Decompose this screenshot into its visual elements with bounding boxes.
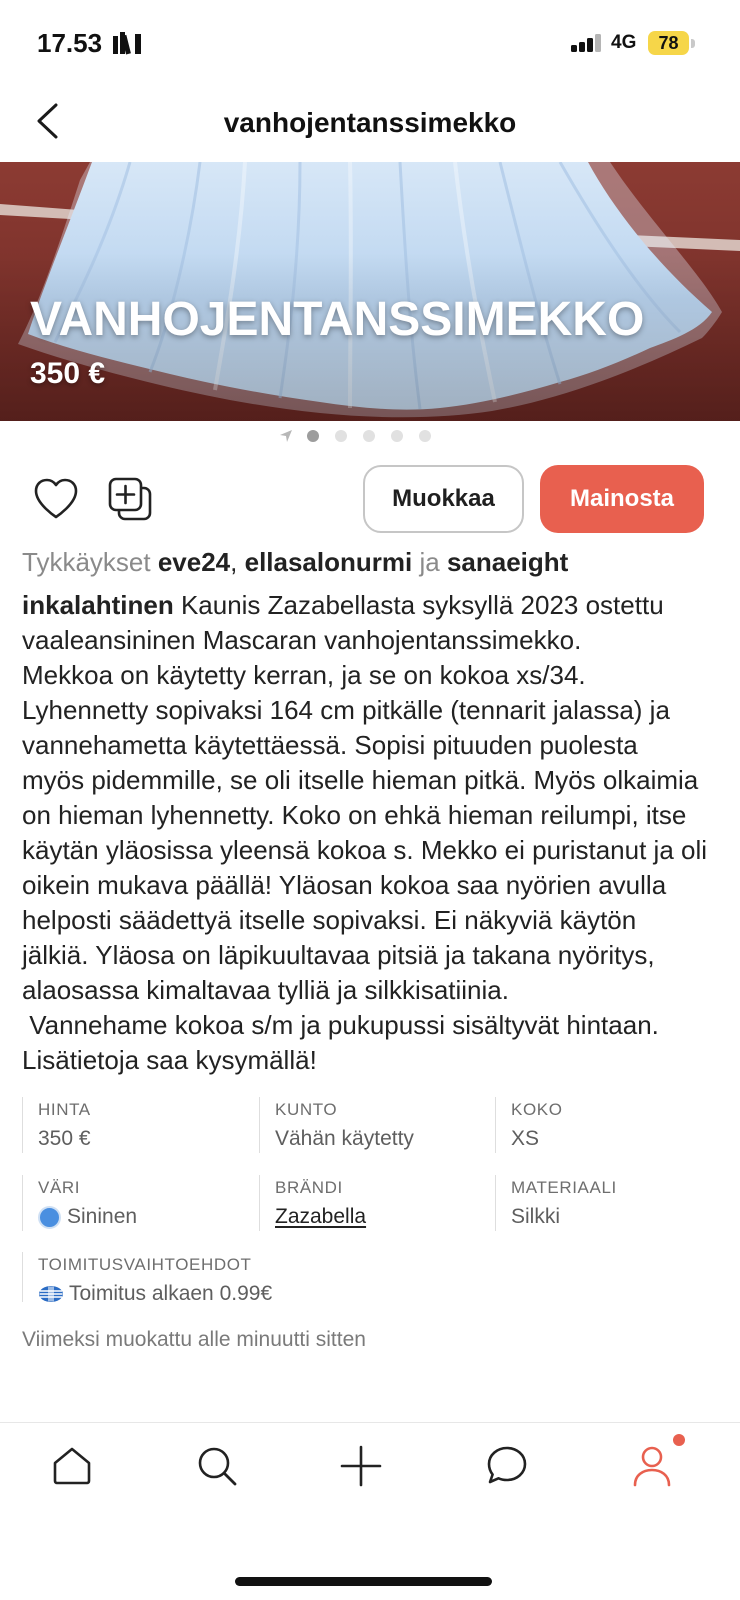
carousel-pagination xyxy=(307,430,431,442)
attribute-material xyxy=(495,1175,718,1231)
last-edited-text: Viimeksi muokattu alle minuutti sitten xyxy=(22,1328,366,1351)
plus-icon[interactable] xyxy=(339,1444,383,1488)
description-line: oikein mukava päällä! Yläosan kokoa saa nyörien avulla xyxy=(22,870,667,900)
attribute-label: KUNTO xyxy=(275,1100,338,1119)
description-line: helposti säädettyä itselle sopivaksi. Ei näkyviä käytön xyxy=(22,905,637,935)
description-line: on hieman lyhennetty. Koko on ehkä hieman reilumpi, itse xyxy=(22,800,687,830)
color-swatch xyxy=(38,1206,61,1229)
description-line: jälkiä. Yläosa on läpikuultavaa pitsiä ja takana nyöritys, xyxy=(22,940,655,970)
attribute-value: Vähän käytetty xyxy=(275,1127,414,1150)
heart-icon[interactable] xyxy=(32,477,80,521)
attribute-condition xyxy=(259,1097,495,1153)
seller-username[interactable]: inkalahtinen xyxy=(22,590,174,620)
page-dot[interactable] xyxy=(391,430,403,442)
page-dot[interactable] xyxy=(307,430,319,442)
attribute-color xyxy=(22,1175,259,1231)
likes-separator: , xyxy=(230,547,238,577)
attribute-value xyxy=(38,1281,422,1307)
chat-icon[interactable] xyxy=(485,1444,529,1488)
description-line: vannehametta käytettäessä. Sopisi pituuden puolesta xyxy=(22,730,638,760)
attribute-price xyxy=(22,1097,259,1153)
description-line: myös pidemmille, se oli itselle hieman pitkä. Myös olkaimia xyxy=(22,765,699,795)
attribute-value xyxy=(38,1204,259,1230)
add-to-collection-icon[interactable] xyxy=(106,475,154,523)
profile-icon[interactable] xyxy=(630,1444,674,1488)
description-line: Vannehame kokoa s/m ja pukupussi sisältyvät hintaan. xyxy=(22,1010,659,1040)
home-icon[interactable] xyxy=(50,1444,94,1488)
battery-nub xyxy=(691,39,695,48)
liker-username[interactable]: sanaeight xyxy=(446,547,569,577)
battery-indicator: 78 xyxy=(648,31,689,55)
description-line xyxy=(22,588,707,623)
dress-photo xyxy=(0,162,740,421)
status-time: 17.53 xyxy=(37,28,103,58)
profile-notification-dot xyxy=(673,1434,685,1446)
search-icon[interactable] xyxy=(195,1444,239,1488)
attribute-value: 350 € xyxy=(38,1127,91,1150)
listing-photo-carousel[interactable] xyxy=(0,162,740,421)
liker-username[interactable]: ellasalonurmi xyxy=(244,547,413,577)
edit-button[interactable]: Muokkaa xyxy=(363,465,524,533)
hero-title: VANHOJENTANSSIMEKKO xyxy=(30,293,645,346)
network-type: 4G xyxy=(611,32,637,53)
page-title: vanhojentanssimekko xyxy=(223,107,517,138)
description-line: käytän yläosissa yleensä kokoa s. Mekko ei puristanut ja oli xyxy=(22,835,708,865)
likes-line xyxy=(22,545,568,580)
bottom-nav-divider xyxy=(0,1422,740,1423)
location-arrow-icon xyxy=(279,429,293,443)
attribute-value xyxy=(275,1204,495,1230)
liker-username[interactable]: eve24 xyxy=(157,547,231,577)
promote-button[interactable]: Mainosta xyxy=(540,465,704,533)
attribute-label: BRÄNDI xyxy=(275,1178,343,1197)
description-line: Lisätietoja saa kysymällä! xyxy=(22,1045,317,1075)
attribute-label: VÄRI xyxy=(38,1178,81,1197)
hero-price: 350 € xyxy=(30,357,106,390)
likes-prefix: Tykkäykset xyxy=(22,547,151,577)
attribute-label: MATERIAALI xyxy=(511,1178,617,1197)
attribute-value: Silkki xyxy=(511,1205,561,1228)
shipping-carrier-icon xyxy=(38,1285,64,1303)
listing-description xyxy=(22,588,707,1078)
description-line: alaosassa kimaltavaa tylliä ja silkkisatiinia. xyxy=(22,975,509,1005)
page-dot[interactable] xyxy=(419,430,431,442)
description-text: Kaunis Zazabellasta syksyllä 2023 ostettu xyxy=(180,590,664,620)
attribute-size xyxy=(495,1097,718,1153)
home-indicator xyxy=(235,1577,492,1586)
signal-icon xyxy=(571,33,603,53)
page-dot[interactable] xyxy=(335,430,347,442)
likes-conjunction: ja xyxy=(419,547,440,577)
description-line: Mekkoa on käytetty kerran, ja se on kokoa xs/34. xyxy=(22,660,586,690)
focus-books-icon xyxy=(113,31,143,55)
attribute-brand xyxy=(259,1175,495,1231)
shipping-text: Toimitus alkaen 0.99€ xyxy=(69,1282,273,1305)
attribute-value: XS xyxy=(511,1127,540,1150)
color-name: Sininen xyxy=(67,1205,138,1228)
page-dot[interactable] xyxy=(363,430,375,442)
description-line: vaaleansininen Mascaran vanhojentanssimekko. xyxy=(22,625,582,655)
attribute-shipping xyxy=(22,1252,422,1305)
description-line: Lyhennetty sopivaksi 164 cm pitkälle (tennarit jalassa) ja xyxy=(22,695,670,725)
attribute-label: KOKO xyxy=(511,1100,563,1119)
brand-link[interactable]: Zazabella xyxy=(275,1205,367,1228)
attribute-label: HINTA xyxy=(38,1100,91,1119)
attribute-label: TOIMITUSVAIHTOEHDOT xyxy=(38,1255,252,1274)
